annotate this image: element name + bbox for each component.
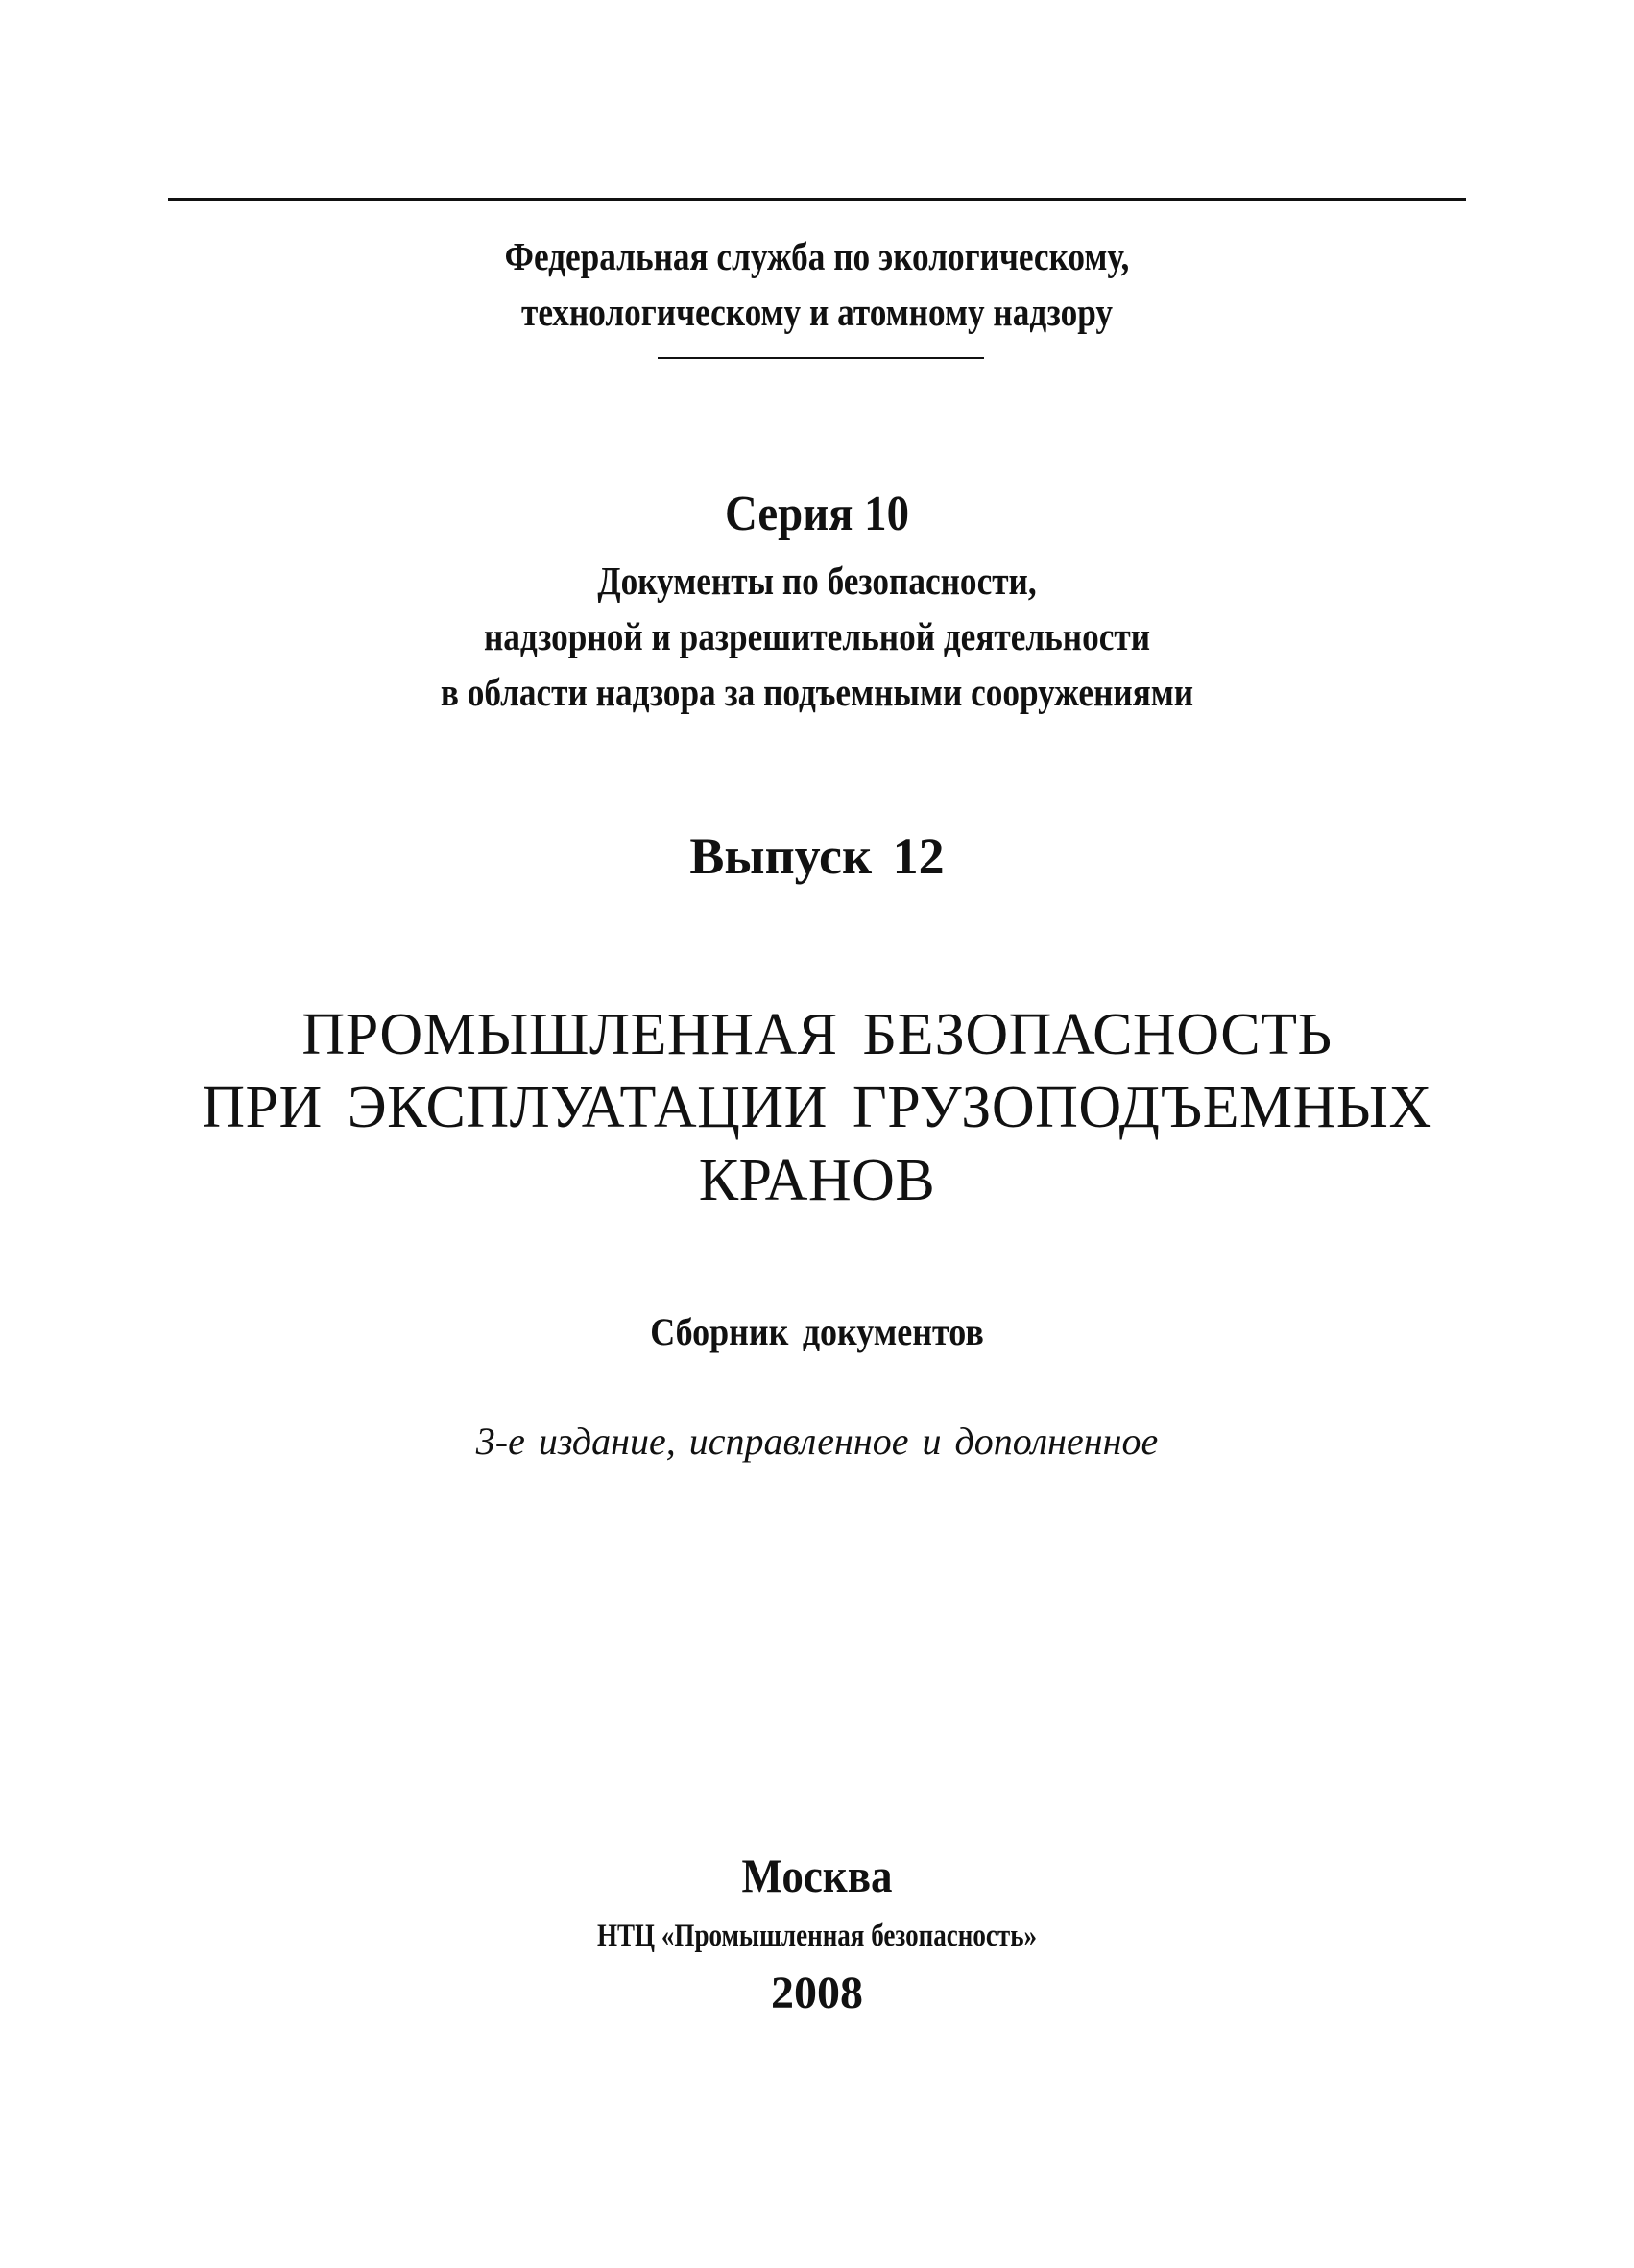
series-description: [114, 553, 1520, 720]
main-title-line-3: КРАНОВ: [698, 1148, 936, 1213]
imprint-year: 2008: [771, 1968, 863, 2018]
series-description-line-3: в области надзора за подъемными сооружениями: [440, 670, 1194, 714]
series-description-line-1: Документы по безопасности,: [597, 559, 1037, 603]
imprint-city: Москва: [741, 1849, 893, 1902]
agency-name: [114, 228, 1520, 340]
edition-note: 3-е издание, исправленное и дополненное: [475, 1420, 1159, 1463]
agency-line-2: технологическому и атомному надзору: [520, 290, 1114, 334]
main-title-line-2: ПРИ ЭКСПЛУАТАЦИИ ГРУЗОПОДЪЕМНЫХ: [202, 1075, 1432, 1140]
series-title: Серия 10: [725, 487, 909, 541]
subtitle: Сборник документов: [650, 1310, 984, 1353]
issue-number: Выпуск 12: [689, 827, 945, 885]
agency-line-1: Федеральная служба по экологическому,: [504, 234, 1130, 278]
imprint-publisher: НТЦ «Промышленная безопасность»: [596, 1919, 1038, 1953]
top-rule: [168, 198, 1466, 201]
main-title-line-1: ПРОМЫШЛЕННАЯ БЕЗОПАСНОСТЬ: [301, 1002, 1333, 1067]
series-description-line-2: надзорной и разрешительной деятельности: [483, 614, 1151, 658]
agency-underline: [658, 357, 984, 359]
main-title: [0, 998, 1634, 1217]
